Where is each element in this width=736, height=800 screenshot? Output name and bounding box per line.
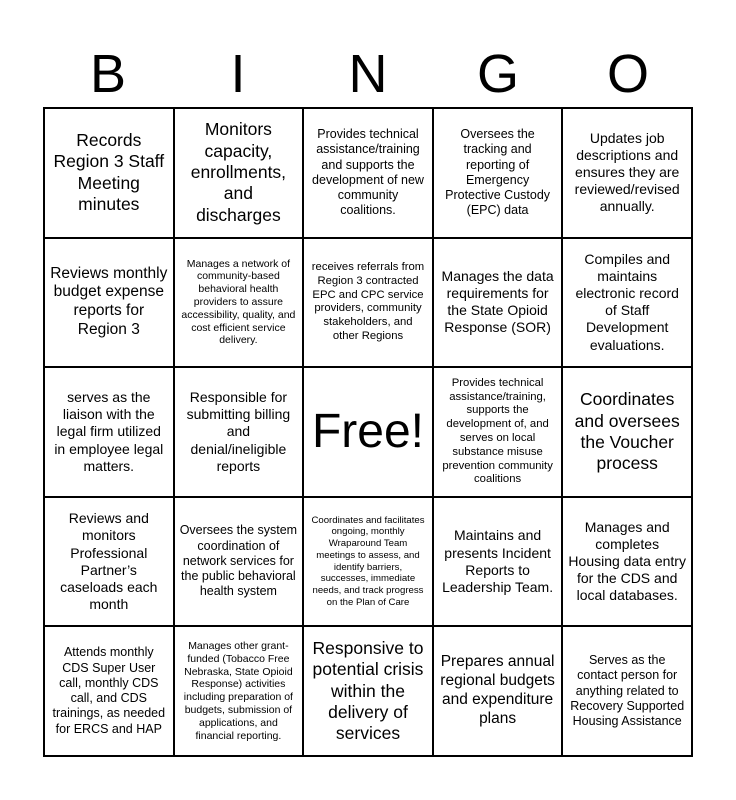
bingo-cell: Prepares annual regional budgets and expenditure plans — [433, 626, 563, 756]
free-space: Free! — [303, 367, 433, 497]
bingo-cell: Serves as the contact person for anything related to Recovery Supported Housing Assistance — [562, 626, 692, 756]
bingo-cell: Responsive to potential crisis within the delivery of services — [303, 626, 433, 756]
bingo-cell: Coordinates and facilitates ongoing, monthly Wraparound Team meetings to assess, and identify barriers, successes, immediate needs, and track progress on the Plan of Care — [303, 497, 433, 627]
bingo-cell: Reviews and monitors Professional Partner’s caseloads each month — [44, 497, 174, 627]
bingo-cell: Provides technical assistance/training and supports the development of new community coalitions. — [303, 108, 433, 238]
bingo-cell: Provides technical assistance/training, supports the development of, and serves on local substance misuse prevention community coalitions — [433, 367, 563, 497]
bingo-cell: Oversees the system coordination of network services for the public behavioral health system — [174, 497, 304, 627]
bingo-cell: Updates job descriptions and ensures they are reviewed/revised annually. — [562, 108, 692, 238]
header-letter-o: O — [606, 44, 649, 104]
bingo-cell: Manages other grant-funded (Tobacco Free Nebraska, State Opioid Response) activities including preparation of budgets, submission of applications, and financial reporting. — [174, 626, 304, 756]
bingo-cell: receives referrals from Region 3 contracted EPC and CPC service providers, community stakeholders, and other Regions — [303, 238, 433, 368]
header-letter-i: I — [230, 44, 246, 104]
bingo-cell: Manages and completes Housing data entry for the CDS and local databases. — [562, 497, 692, 627]
bingo-cell: Coordinates and oversees the Voucher process — [562, 367, 692, 497]
header-letter-b: B — [89, 44, 127, 104]
bingo-cell: Manages the data requirements for the State Opioid Response (SOR) — [433, 238, 563, 368]
bingo-cell: Monitors capacity, enrollments, and discharges — [174, 108, 304, 238]
bingo-cell: Maintains and presents Incident Reports to Leadership Team. — [433, 497, 563, 627]
bingo-cell: Oversees the tracking and reporting of Emergency Protective Custody (EPC) data — [433, 108, 563, 238]
bingo-cell: Reviews monthly budget expense reports for Region 3 — [44, 238, 174, 368]
header-letter-n: N — [348, 44, 388, 104]
bingo-card — [43, 107, 693, 757]
bingo-cell: Compiles and maintains electronic record of Staff Development evaluations. — [562, 238, 692, 368]
bingo-cell: serves as the liaison with the legal firm utilized in employee legal matters. — [44, 367, 174, 497]
bingo-cell: Responsible for submitting billing and denial/ineligible reports — [174, 367, 304, 497]
bingo-cell: Records Region 3 Staff Meeting minutes — [44, 108, 174, 238]
bingo-cell: Manages a network of community-based behavioral health providers to assure accessibility, quality, and cost efficient service delivery. — [174, 238, 304, 368]
header-letter-g: G — [476, 44, 519, 104]
bingo-header — [43, 44, 693, 104]
bingo-cell: Attends monthly CDS Super User call, monthly CDS call, and CDS trainings, as needed for ERCS and HAP — [44, 626, 174, 756]
